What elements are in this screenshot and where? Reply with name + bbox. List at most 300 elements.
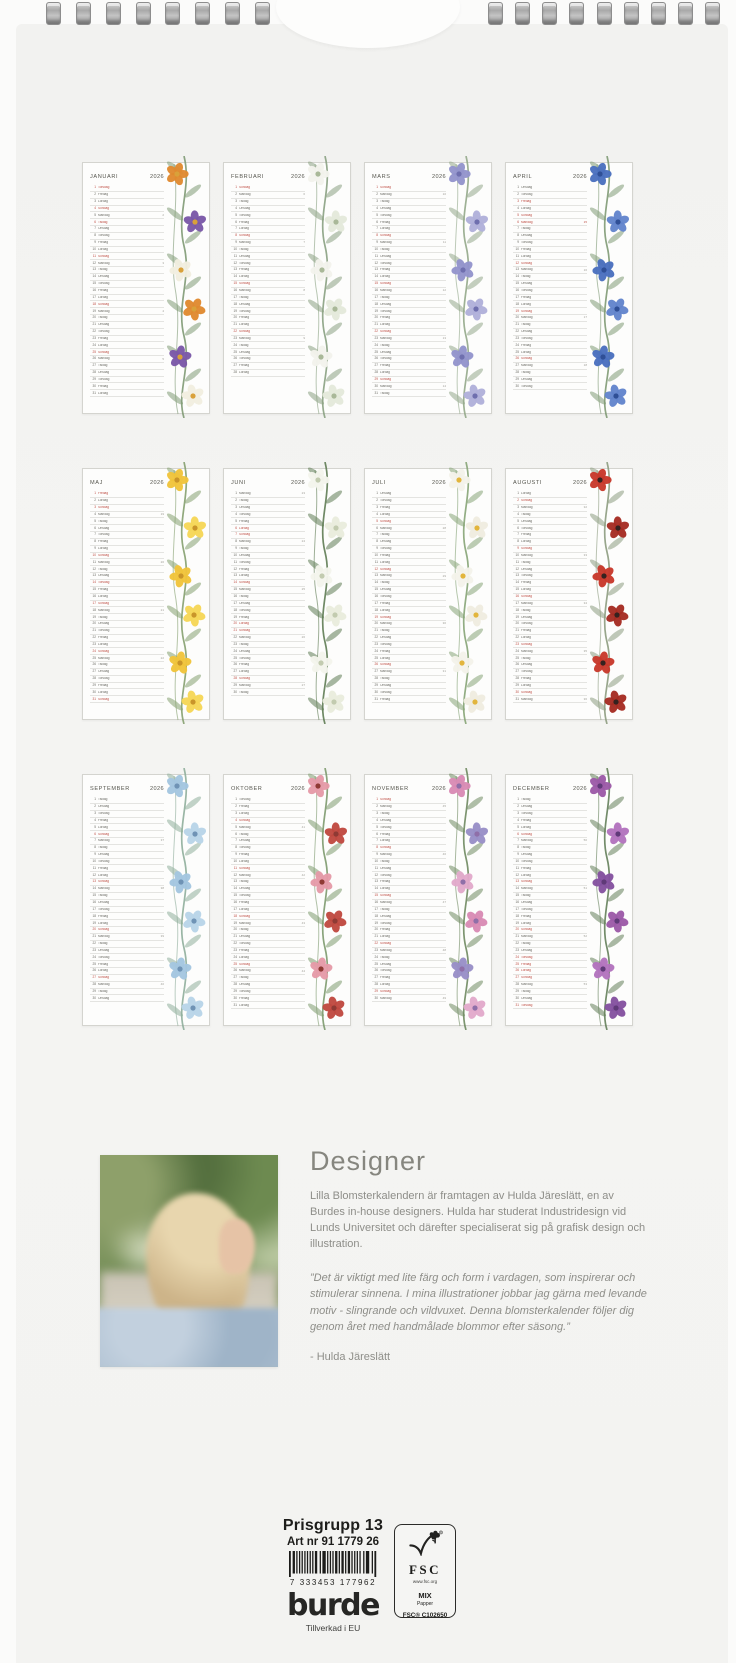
day-row: 13 Söndag	[90, 879, 164, 886]
day-row: 17 Torsdag	[90, 907, 164, 914]
day-row: 4 Onsdag	[372, 206, 446, 213]
day-row: 25 Onsdag	[372, 961, 446, 968]
day-row: 27 Fredag	[231, 363, 305, 370]
flower-illustration	[439, 462, 493, 724]
day-row: 31 Fredag	[372, 696, 446, 703]
day-row: 28 Lördag	[372, 982, 446, 989]
day-row: 1 Torsdag	[90, 185, 164, 192]
day-row: 23 Torsdag	[513, 336, 587, 343]
price-group: Prisgrupp 13	[282, 1517, 384, 1534]
day-row: 30 Onsdag	[90, 995, 164, 1002]
day-row: 29 Måndag 27	[231, 683, 305, 690]
day-row: 18 Lördag	[372, 607, 446, 614]
day-row: 8 Söndag	[372, 233, 446, 240]
day-row: 4 Söndag	[90, 206, 164, 213]
day-row: 10 Lördag	[231, 859, 305, 866]
day-row: 13 Måndag 16	[513, 267, 587, 274]
day-row: 6 Torsdag	[513, 525, 587, 532]
flower-illustration	[298, 768, 352, 1030]
day-row: 11 Lördag	[372, 559, 446, 566]
day-row: 20 Måndag 30	[372, 621, 446, 628]
day-row: 19 Söndag	[372, 614, 446, 621]
brand-logo: burde	[287, 1588, 379, 1623]
day-row: 29 Söndag	[372, 377, 446, 384]
day-row: 22 Söndag	[372, 941, 446, 948]
day-row: 20 Måndag 17	[513, 315, 587, 322]
month-name: MAJ	[90, 480, 103, 486]
day-row: 25 Fredag	[513, 961, 587, 968]
day-row: 6 Söndag	[513, 831, 587, 838]
day-row: 28 Söndag	[231, 676, 305, 683]
day-row: 22 Onsdag	[513, 329, 587, 336]
day-row: 12 Måndag 42	[231, 872, 305, 879]
day-row: 18 Fredag	[90, 913, 164, 920]
day-row: 21 Tisdag	[513, 322, 587, 329]
day-row: 11 Lördag	[513, 253, 587, 260]
day-row: 8 Måndag 24	[231, 539, 305, 546]
day-row: 25 Onsdag	[231, 349, 305, 356]
day-row: 12 Söndag	[513, 260, 587, 267]
day-row: 16 Tisdag	[231, 594, 305, 601]
day-row: 8 Onsdag	[513, 233, 587, 240]
day-row: 9 Måndag 46	[372, 852, 446, 859]
month-name: FEBRUARI	[231, 174, 265, 180]
binding-coil	[515, 2, 530, 25]
day-row: 23 Söndag	[513, 642, 587, 649]
day-row: 10 Fredag	[513, 247, 587, 254]
day-row: 30 Tisdag	[231, 689, 305, 696]
day-row: 4 Lördag	[513, 206, 587, 213]
day-row: 16 Fredag	[90, 288, 164, 295]
day-row: 11 Söndag	[90, 253, 164, 260]
day-row: 2 Lördag	[90, 498, 164, 505]
month-card-juni	[223, 468, 351, 720]
day-row: 19 Måndag 43	[231, 920, 305, 927]
month-card-augusti	[505, 468, 633, 720]
day-row: 7 Måndag 37	[90, 838, 164, 845]
binding-coil	[705, 2, 720, 25]
binding-coil	[136, 2, 151, 25]
day-row: 19 Torsdag	[372, 920, 446, 927]
month-year: 2026	[431, 480, 446, 486]
day-row: 5 Torsdag	[231, 212, 305, 219]
day-row: 8 Onsdag	[372, 539, 446, 546]
month-previews-grid	[82, 162, 634, 1026]
day-row: 6 Lördag	[231, 525, 305, 532]
day-row: 14 Torsdag	[90, 580, 164, 587]
day-row: 19 Lördag	[90, 920, 164, 927]
day-row: 11 Onsdag	[231, 253, 305, 260]
day-row: 3 Söndag	[90, 505, 164, 512]
day-row: 6 Måndag 28	[372, 525, 446, 532]
day-row: 6 Fredag	[372, 831, 446, 838]
day-row: 5 Lördag	[90, 824, 164, 831]
day-row: 25 Onsdag	[372, 349, 446, 356]
month-year: 2026	[572, 174, 587, 180]
day-row: 28 Måndag 53	[513, 982, 587, 989]
day-row: 18 Tisdag	[513, 607, 587, 614]
day-row: 3 Tisdag	[372, 199, 446, 206]
day-row: 29 Onsdag	[372, 683, 446, 690]
flower-illustration	[298, 156, 352, 418]
day-row: 30 Lördag	[90, 689, 164, 696]
day-row: 9 Onsdag	[513, 852, 587, 859]
day-row: 7 Lördag	[231, 226, 305, 233]
month-card-december	[505, 774, 633, 1026]
day-row: 24 Torsdag	[513, 954, 587, 961]
day-row: 7 Måndag 50	[513, 838, 587, 845]
day-row: 5 Måndag 2	[90, 212, 164, 219]
day-row: 9 Söndag	[513, 546, 587, 553]
day-row: 23 Måndag 9	[231, 336, 305, 343]
day-row: 24 Tisdag	[231, 342, 305, 349]
day-row: 6 Söndag	[90, 831, 164, 838]
day-row: 23 Onsdag	[90, 948, 164, 955]
binding-coil	[597, 2, 612, 25]
day-row: 12 Tisdag	[90, 566, 164, 573]
svg-text:R: R	[439, 1531, 442, 1535]
day-row: 14 Tisdag	[513, 274, 587, 281]
month-card-februari	[223, 162, 351, 414]
day-row: 2 Fredag	[90, 192, 164, 199]
day-row: 5 Söndag	[372, 518, 446, 525]
flower-illustration	[439, 156, 493, 418]
day-row: 4 Fredag	[90, 818, 164, 825]
binding-coil	[255, 2, 270, 25]
day-row: 8 Tisdag	[90, 845, 164, 852]
day-row: 19 Lördag	[513, 920, 587, 927]
day-row: 21 Torsdag	[90, 628, 164, 635]
day-row: 1 Söndag	[372, 185, 446, 192]
barcode	[275, 1551, 391, 1577]
month-name: JULI	[372, 480, 386, 486]
day-row: 29 Fredag	[90, 683, 164, 690]
day-row: 31 Söndag	[90, 696, 164, 703]
day-row: 5 Torsdag	[372, 824, 446, 831]
day-row: 11 Onsdag	[372, 253, 446, 260]
day-row: 5 Lördag	[513, 824, 587, 831]
day-row: 27 Torsdag	[513, 669, 587, 676]
day-row: 16 Måndag 8	[231, 288, 305, 295]
day-row: 18 Torsdag	[231, 607, 305, 614]
day-row: 12 Lördag	[90, 872, 164, 879]
day-row: 2 Måndag 45	[372, 804, 446, 811]
day-row: 26 Tisdag	[90, 662, 164, 669]
day-row: 23 Fredag	[231, 948, 305, 955]
day-row: 13 Tisdag	[90, 267, 164, 274]
day-row: 20 Fredag	[231, 315, 305, 322]
day-row: 16 Torsdag	[372, 594, 446, 601]
day-row: 27 Onsdag	[90, 669, 164, 676]
day-row: 29 Torsdag	[90, 377, 164, 384]
day-row: 2 Måndag 6	[231, 192, 305, 199]
day-row: 29 Tisdag	[513, 989, 587, 996]
day-row: 14 Fredag	[513, 580, 587, 587]
day-row: 29 Onsdag	[513, 377, 587, 384]
flower-illustration	[439, 768, 493, 1030]
day-row: 15 Söndag	[231, 281, 305, 288]
day-row: 28 Måndag 40	[90, 982, 164, 989]
day-row: 30 Måndag 49	[372, 995, 446, 1002]
day-row: 10 Torsdag	[90, 859, 164, 866]
day-row: 18 Onsdag	[372, 913, 446, 920]
month-year: 2026	[149, 786, 164, 792]
day-row: 7 Tisdag	[513, 226, 587, 233]
day-row: 30 Söndag	[513, 689, 587, 696]
day-row: 17 Fredag	[513, 295, 587, 302]
month-year: 2026	[572, 786, 587, 792]
month-year: 2026	[431, 786, 446, 792]
day-row: 20 Tisdag	[90, 315, 164, 322]
day-row: 14 Onsdag	[90, 274, 164, 281]
day-row: 11 Söndag	[231, 865, 305, 872]
day-row: 16 Måndag 47	[372, 900, 446, 907]
day-row: 12 Söndag	[372, 566, 446, 573]
day-row: 22 Söndag	[231, 329, 305, 336]
day-row: 19 Torsdag	[231, 308, 305, 315]
day-row: 26 Måndag 5	[90, 356, 164, 363]
flower-illustration	[157, 768, 211, 1030]
day-row: 28 Onsdag	[231, 982, 305, 989]
day-row: 15 Tisdag	[90, 893, 164, 900]
day-row: 29 Torsdag	[231, 989, 305, 996]
day-row: 7 Lördag	[372, 838, 446, 845]
day-row: 16 Lördag	[90, 594, 164, 601]
day-row: 27 Fredag	[372, 363, 446, 370]
month-name: JUNI	[231, 480, 246, 486]
day-row: 23 Onsdag	[513, 948, 587, 955]
day-row: 25 Lördag	[372, 655, 446, 662]
designer-quote: ”Det är viktigt med lite färg och form i vardagen, som inspirerar och stimulerar sinnena. I mina illustrationer jobbar jag gärna med levande motiv - slingrande och vildvuxet. Denna blomsterkalender följer dig genom året med handmålade blommor efter säsong.”	[310, 1271, 647, 1334]
day-row: 5 Torsdag	[372, 212, 446, 219]
day-row: 3 Fredag	[513, 199, 587, 206]
day-row: 23 Måndag 48	[372, 948, 446, 955]
day-row: 8 Torsdag	[90, 233, 164, 240]
day-row: 24 Torsdag	[90, 954, 164, 961]
day-row: 10 Måndag 33	[513, 553, 587, 560]
day-row: 14 Lördag	[372, 886, 446, 893]
fsc-mix-label: MIX	[418, 1590, 432, 1600]
day-row: 9 Onsdag	[90, 852, 164, 859]
day-row: 27 Måndag 18	[513, 363, 587, 370]
day-row: 12 Torsdag	[372, 872, 446, 879]
day-row: 3 Måndag 32	[513, 505, 587, 512]
day-row: 1 Söndag	[231, 185, 305, 192]
day-row: 18 Söndag	[90, 301, 164, 308]
day-row: 1 Torsdag	[231, 797, 305, 804]
day-row: 20 Fredag	[372, 315, 446, 322]
spiral-binding	[0, 0, 736, 34]
day-row: 4 Torsdag	[231, 512, 305, 519]
day-row: 15 Söndag	[372, 281, 446, 288]
day-row: 3 Fredag	[372, 505, 446, 512]
day-row: 26 Onsdag	[513, 662, 587, 669]
day-row: 26 Lördag	[513, 968, 587, 975]
day-row: 22 Söndag	[372, 329, 446, 336]
day-row: 13 Måndag 29	[372, 573, 446, 580]
month-card-maj	[82, 468, 210, 720]
month-card-mars	[364, 162, 492, 414]
day-row: 31 Lördag	[90, 390, 164, 397]
binding-coil	[225, 2, 240, 25]
day-row: 11 Onsdag	[372, 865, 446, 872]
binding-coil	[76, 2, 91, 25]
binding-coil	[542, 2, 557, 25]
day-row: 18 Lördag	[513, 301, 587, 308]
day-row: 17 Fredag	[372, 601, 446, 608]
designer-bio: Lilla Blomsterkalendern är framtagen av Hulda Järeslätt, en av Burdes in-house designers. Hulda har studerat Industridesign vid Lunds Universitet och därefter specialiserat sig på grafisk design och illustration.	[310, 1190, 646, 1251]
day-row: 3 Torsdag	[513, 811, 587, 818]
month-year: 2026	[149, 480, 164, 486]
day-row: 7 Lördag	[372, 226, 446, 233]
month-card-november	[364, 774, 492, 1026]
day-row: 1 Söndag	[372, 797, 446, 804]
day-row: 10 Fredag	[372, 553, 446, 560]
fsc-url: www.fsc.org	[412, 1578, 438, 1584]
day-row: 10 Torsdag	[513, 859, 587, 866]
day-row: 18 Fredag	[513, 913, 587, 920]
day-row: 24 Måndag 35	[513, 648, 587, 655]
day-row: 31 Lördag	[231, 1002, 305, 1009]
photo-denim-jacket	[100, 1308, 278, 1367]
day-row: 17 Söndag	[90, 601, 164, 608]
day-row: 1 Fredag	[90, 491, 164, 498]
day-row: 12 Torsdag	[372, 260, 446, 267]
day-row: 21 Söndag	[231, 628, 305, 635]
day-row: 7 Torsdag	[90, 532, 164, 539]
day-row: 26 Söndag	[372, 662, 446, 669]
day-row: 21 Lördag	[372, 934, 446, 941]
day-row: 26 Torsdag	[372, 968, 446, 975]
day-row: 9 Måndag 11	[372, 240, 446, 247]
day-row: 6 Onsdag	[90, 525, 164, 532]
day-row: 3 Tisdag	[231, 199, 305, 206]
binding-coil	[678, 2, 693, 25]
day-row: 18 Måndag 21	[90, 607, 164, 614]
month-name: MARS	[372, 174, 391, 180]
day-row: 17 Måndag 34	[513, 601, 587, 608]
day-row: 18 Söndag	[231, 913, 305, 920]
day-row: 4 Tisdag	[513, 512, 587, 519]
day-row: 9 Fredag	[231, 852, 305, 859]
day-row: 21 Onsdag	[90, 322, 164, 329]
designer-title: Designer	[310, 1146, 427, 1176]
binding-coil	[46, 2, 61, 25]
day-row: 6 Måndag 15	[513, 219, 587, 226]
day-row: 15 Tisdag	[513, 893, 587, 900]
day-row: 3 Lördag	[231, 811, 305, 818]
month-card-oktober	[223, 774, 351, 1026]
day-row: 7 Onsdag	[90, 226, 164, 233]
article-number: Art nr 91 1779 26	[286, 1536, 380, 1548]
day-row: 14 Måndag 51	[513, 886, 587, 893]
day-row: 18 Onsdag	[372, 301, 446, 308]
day-row: 7 Onsdag	[231, 838, 305, 845]
day-row: 26 Fredag	[231, 662, 305, 669]
day-row: 20 Söndag	[513, 927, 587, 934]
month-name: DECEMBER	[513, 786, 550, 792]
month-year: 2026	[290, 174, 305, 180]
day-row: 2 Onsdag	[90, 804, 164, 811]
day-row: 21 Måndag 39	[90, 934, 164, 941]
day-row: 25 Fredag	[90, 961, 164, 968]
day-row: 6 Fredag	[372, 219, 446, 226]
binding-coil	[651, 2, 666, 25]
product-info-block	[275, 1517, 391, 1633]
day-row: 6 Fredag	[231, 219, 305, 226]
day-row: 10 Söndag	[90, 553, 164, 560]
day-row: 26 Lördag	[90, 968, 164, 975]
day-row: 12 Lördag	[513, 872, 587, 879]
day-row: 22 Måndag 26	[231, 635, 305, 642]
flower-illustration	[580, 462, 634, 724]
month-year: 2026	[431, 174, 446, 180]
day-row: 19 Onsdag	[513, 614, 587, 621]
binding-coil	[569, 2, 584, 25]
day-row: 13 Fredag	[231, 267, 305, 274]
day-row: 9 Fredag	[90, 240, 164, 247]
day-row: 14 Tisdag	[372, 580, 446, 587]
day-row: 27 Tisdag	[231, 975, 305, 982]
day-row: 28 Onsdag	[90, 370, 164, 377]
day-row: 14 Måndag 38	[90, 886, 164, 893]
day-row: 20 Söndag	[90, 927, 164, 934]
day-row: 4 Söndag	[231, 818, 305, 825]
day-row: 19 Tisdag	[90, 614, 164, 621]
day-row: 15 Fredag	[90, 587, 164, 594]
flower-illustration	[580, 768, 634, 1030]
day-row: 7 Fredag	[513, 532, 587, 539]
day-row: 4 Fredag	[513, 818, 587, 825]
day-row: 10 Tisdag	[372, 247, 446, 254]
day-row: 27 Lördag	[231, 669, 305, 676]
day-row: 22 Torsdag	[90, 329, 164, 336]
binding-coil	[195, 2, 210, 25]
day-row: 30 Onsdag	[513, 995, 587, 1002]
month-name: AUGUSTI	[513, 480, 543, 486]
day-row: 3 Onsdag	[231, 505, 305, 512]
month-card-januari	[82, 162, 210, 414]
month-card-september	[82, 774, 210, 1026]
day-row: 27 Fredag	[372, 975, 446, 982]
day-row: 24 Tisdag	[372, 954, 446, 961]
day-row: 13 Tisdag	[231, 879, 305, 886]
day-row: 16 Onsdag	[513, 900, 587, 907]
day-row: 13 Fredag	[372, 267, 446, 274]
day-row: 28 Tisdag	[513, 370, 587, 377]
designer-section	[310, 1146, 648, 1363]
day-row: 16 Onsdag	[90, 900, 164, 907]
photo-face	[219, 1219, 255, 1274]
day-row: 23 Fredag	[90, 336, 164, 343]
day-row: 18 Onsdag	[231, 301, 305, 308]
day-row: 24 Lördag	[90, 342, 164, 349]
designer-signature: - Hulda Järeslätt	[310, 1350, 391, 1363]
day-row: 8 Lördag	[513, 539, 587, 546]
day-row: 20 Onsdag	[90, 621, 164, 628]
day-row: 10 Onsdag	[231, 553, 305, 560]
day-row: 24 Onsdag	[231, 648, 305, 655]
day-row: 21 Fredag	[513, 628, 587, 635]
day-row: 5 Måndag 41	[231, 824, 305, 831]
flower-illustration	[298, 462, 352, 724]
day-row: 13 Torsdag	[513, 573, 587, 580]
day-row: 5 Tisdag	[90, 518, 164, 525]
day-row: 3 Tisdag	[372, 811, 446, 818]
day-row: 31 Tisdag	[372, 390, 446, 397]
day-row: 13 Söndag	[513, 879, 587, 886]
day-row: 2 Torsdag	[372, 498, 446, 505]
